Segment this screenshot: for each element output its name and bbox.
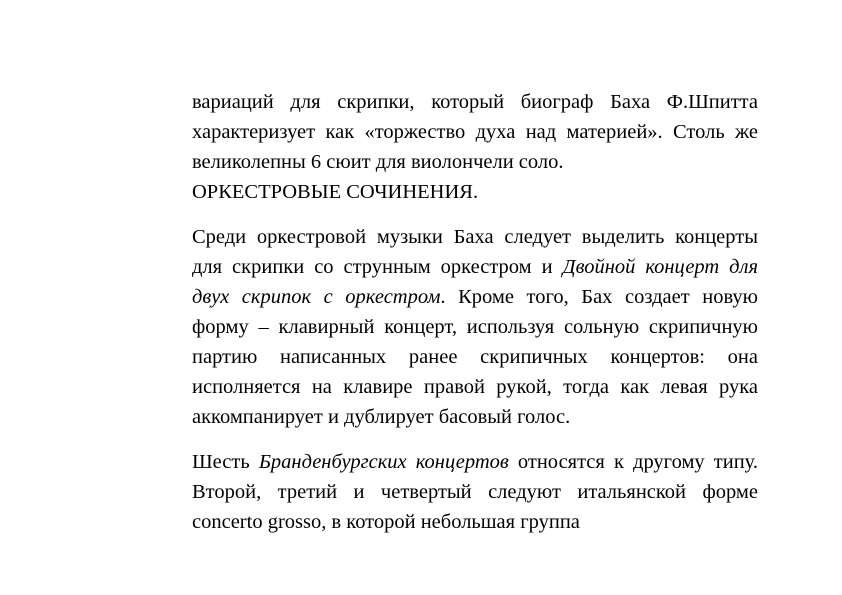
section-heading-orchestral-works: ОРКЕСТРОВЫЕ СОЧИНЕНИЯ. (192, 181, 479, 203)
paragraph-text: Шесть (192, 451, 259, 473)
italic-title-brandenburg-concertos: Бранденбургских концертов (258, 451, 509, 473)
italic-title-double-concerto: Двойной концерт для двух скрипок с оркестром (192, 256, 759, 308)
paragraph-text: Среди оркестровой музыки Баха следует выделить концерты для скрипки со струнным оркестром и (192, 226, 758, 278)
paragraph-violin-variations (192, 87, 758, 177)
text-column (192, 87, 758, 537)
paragraph-concertos (192, 222, 758, 432)
paragraph-text: . Кроме того, Бах создает новую форму – клавирный концерт, используя сольную скрипичную партию написанных ранее скрипичных концертов: она исполняется на клавире правой рукой, тогда как левая рука аккомпанирует и дублирует басовый голос. (192, 286, 758, 428)
paragraph-text: вариаций для скрипки, который биограф Баха Ф.Шпитта характеризует как «торжество духа над материей». Столь же великолепны 6 сюит для виолончели соло. (192, 91, 758, 173)
paragraph-text: относятся к другому типу. Второй, третий и четвертый следуют итальянской форме concerto grosso, в которой небольшая группа (192, 451, 759, 533)
paragraph-brandenburg (192, 447, 758, 537)
